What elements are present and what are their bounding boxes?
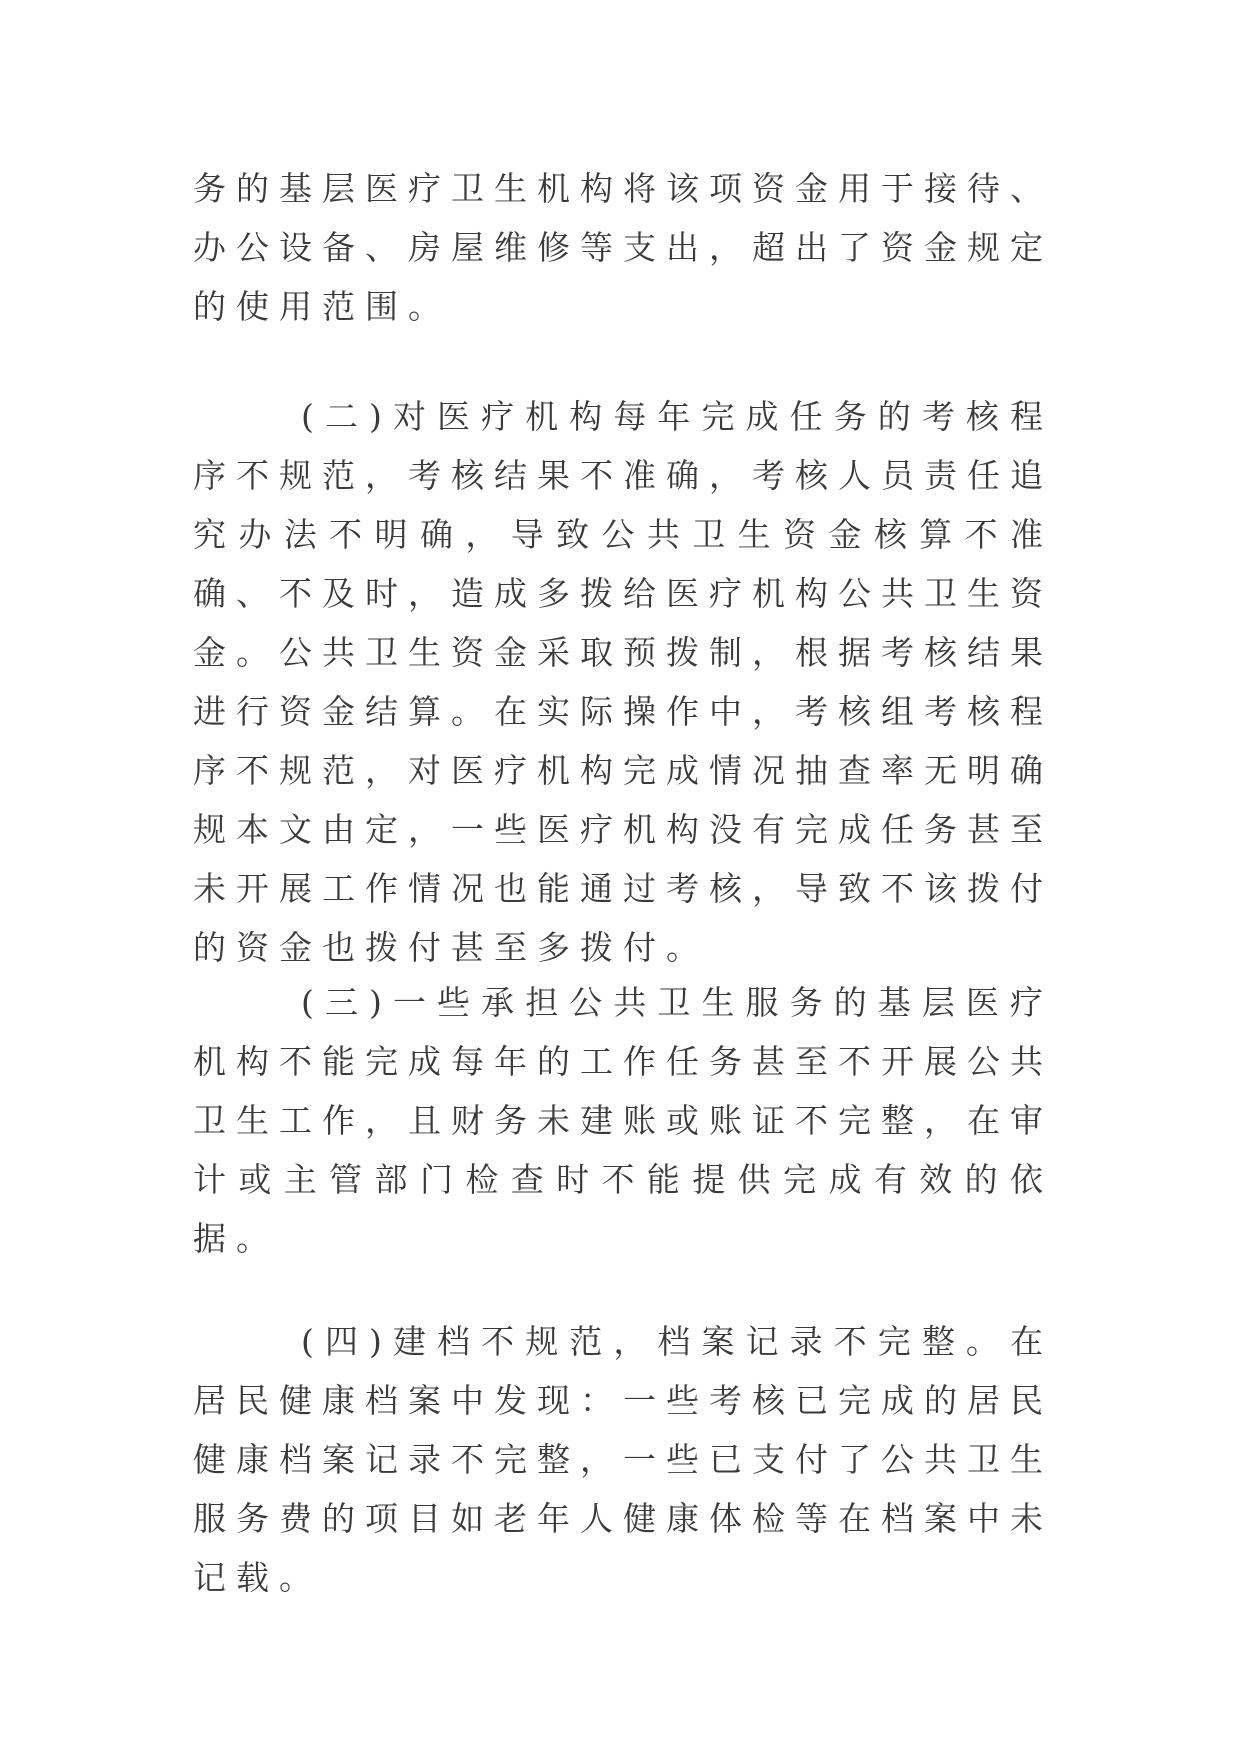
paragraph-continuation: 务的基层医疗卫生机构将该项资金用于接待、办公设备、房屋维修等支出，超出了资金规定的使用范围。 <box>193 169 1053 326</box>
paragraph-section-4: (四)建档不规范，档案记录不完整。在居民健康档案中发现：一些考核已完成的居民健康档案记录不完整，一些已支付了公共卫生服务费的项目如老年人健康体检等在档案中未记载。 <box>193 1322 1053 1597</box>
paragraph-section-3: (三)一些承担公共卫生服务的基层医疗机构不能完成每年的工作任务甚至不开展公共卫生工作，且财务未建账或账证不完整，在审计或主管部门检查时不能提供完成有效的依据。 <box>193 983 1053 1258</box>
paragraph-section-2: (二)对医疗机构每年完成任务的考核程序不规范，考核结果不准确，考核人员责任追究办法不明确，导致公共卫生资金核算不准确、不及时，造成多拨给医疗机构公共卫生资金。公共卫生资金采取预拨制，根据考核结果进行资金结算。在实际操作中，考核组考核程序不规范，对医疗机构完成情况抽查率无明确规本文由定，一些医疗机构没有完成任务甚至未开展工作情况也能通过考核，导致不该拨付的资金也拨付甚至多拨付。 <box>193 397 1053 967</box>
